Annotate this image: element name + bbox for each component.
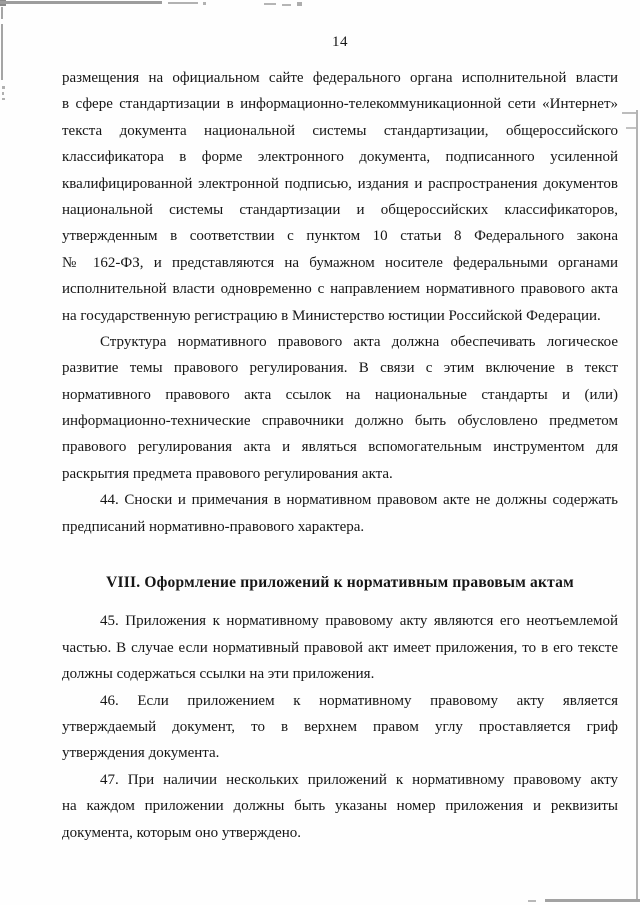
paragraph	[62, 65, 618, 329]
text-line: развитие темы правового регулирования. В связи с этим включение в текст	[62, 360, 618, 377]
text-line: раскрытия предмета правового регулирования акта.	[62, 465, 393, 482]
scan-artifact-top-dash-3	[297, 2, 302, 6]
paragraph	[62, 487, 618, 540]
scan-artifact-left-line-2	[1, 24, 3, 80]
scan-artifact-right-line	[636, 110, 638, 900]
scan-artifact-right-dash-1	[622, 112, 636, 114]
text-line: 46. Если приложением к нормативному правовому акту является	[100, 692, 618, 709]
section-heading: VIII. Оформление приложений к нормативным правовым актам	[106, 574, 574, 592]
text-line: в сфере стандартизации в информационно-телекоммуникационной сети «Интернет»	[62, 96, 618, 113]
scan-artifact-top-dot	[203, 2, 206, 5]
text-line: 44. Сноски и примечания в нормативном правовом акте не должны содержать	[100, 492, 618, 509]
text-line: размещения на официальном сайте федерального органа исполнительной власти	[62, 70, 618, 86]
text-line: нормативного правового акта ссылок на национальные стандарты и (или)	[62, 386, 618, 403]
text-line: классификатора в форме электронного документа, подписанного усиленной	[62, 149, 618, 166]
text-line: утвержденным в соответствии с пунктом 10 статьи 8 Федерального закона	[62, 228, 618, 245]
text-line: 47. При наличии нескольких приложений к нормативному правовому акту	[100, 771, 618, 788]
scan-artifact-right-dash-2	[626, 127, 636, 129]
text-line: информационно-технические справочники должно быть обусловлено предметом	[62, 413, 618, 430]
text-line: № 162-ФЗ, и представляются на бумажном носителе федеральными органами	[62, 254, 618, 271]
scan-artifact-top-dash-2	[282, 4, 291, 6]
text-line: на государственную регистрацию в Министерство юстиции Российской Федерации.	[62, 307, 601, 324]
document-body	[62, 65, 618, 846]
text-line: утверждения документа.	[62, 745, 220, 762]
scan-artifact-left-line-1	[1, 7, 3, 19]
scan-artifact-top-line	[0, 1, 162, 4]
text-line: должны содержаться ссылки на эти приложения.	[62, 666, 375, 683]
scan-artifact-left-dot-2	[2, 92, 4, 95]
scan-artifact-bottom-line	[545, 899, 640, 902]
paragraph	[62, 767, 618, 846]
text-line: на каждом приложении должны быть указаны номер приложения и реквизиты	[62, 798, 618, 815]
page-number: 14	[332, 34, 348, 50]
scan-artifact-top-dash-1	[264, 3, 276, 5]
text-line: квалифицированной электронной подписью, издания и распространения документов	[62, 175, 618, 192]
text-line: документа, которым оно утверждено.	[62, 824, 302, 841]
paragraph	[62, 608, 618, 687]
text-line: исполнительной власти одновременно с направлением нормативного правового акта	[62, 281, 618, 298]
text-line: правового регулирования акта и являться вспомогательным инструментом для	[62, 439, 618, 456]
text-line: частью. В случае если нормативный правовой акт имеет приложения, то в его тексте	[62, 639, 618, 656]
paragraph	[62, 329, 618, 487]
scan-artifact-bottom-dash	[528, 900, 536, 902]
text-line: национальной системы стандартизации и общероссийских классификаторов,	[62, 201, 618, 218]
scan-artifact-left-dot-1	[2, 86, 5, 89]
scan-artifact-left-dot-3	[2, 98, 5, 100]
scan-artifact-top-line-2	[168, 2, 198, 4]
text-line: предписаний нормативно-правового характера.	[62, 518, 365, 535]
text-line: 45. Приложения к нормативному правовому акту являются его неотъемлемой	[100, 613, 618, 630]
paragraph	[62, 688, 618, 767]
text-line: Структура нормативного правового акта должна обеспечивать логическое	[100, 333, 618, 350]
text-line: утверждаемый документ, то в верхнем правом углу проставляется гриф	[62, 718, 618, 735]
text-line: текста документа национальной системы стандартизации, общероссийского	[62, 122, 618, 139]
